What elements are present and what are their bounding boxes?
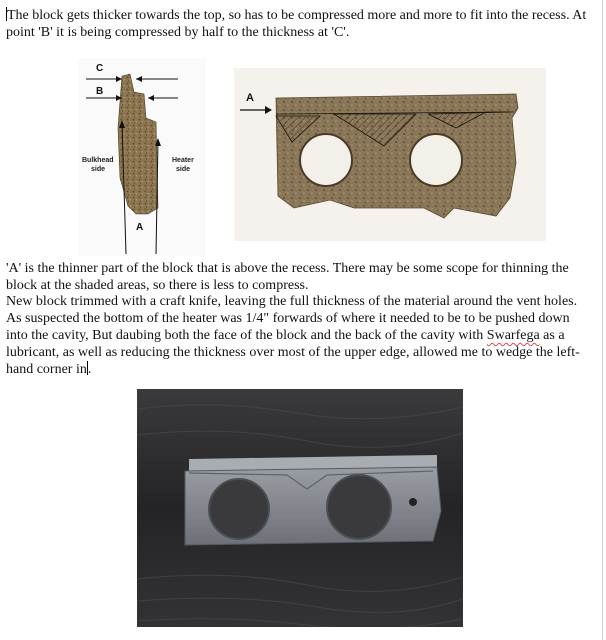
- foam-hole-left: [209, 479, 269, 539]
- paragraph-2[interactable]: 'A' is the thinner part of the block that is above the recess. There may be some scope for thinning the block at the shaded areas, so there is less to compress.: [6, 261, 569, 293]
- swarfega-word: Swarfega: [486, 328, 540, 343]
- foam-block-photo: [137, 389, 463, 627]
- vent-hole-right: [410, 134, 462, 186]
- heater-side-label: Heater: [172, 157, 194, 164]
- foam-hole-right: [327, 475, 391, 539]
- bulkhead-side-label: Bulkhead: [82, 157, 114, 164]
- bulkhead-side-label-2: side: [91, 166, 106, 173]
- block-cross-section-diagram: [78, 58, 206, 256]
- paragraph-3[interactable]: New block trimmed with a craft knife, leaving the full thickness of the material around the vent holes. As suspected the bottom of the heater was 1/4" forwards of where it needed to be to be pushed down into the cavity, But daubing both the face of the block and the back of the cavity with Swarfega as a lubricant, as well as reducing the thickness over most of the upper edge, allowed me to wedge the left-hand corner in.: [6, 294, 580, 377]
- label-c: C: [96, 63, 104, 74]
- cork-block-photo: [234, 68, 546, 241]
- heater-side-label-2: side: [176, 166, 191, 173]
- label-a: A: [136, 222, 144, 233]
- foam-small-hole: [409, 498, 417, 506]
- label-b: B: [96, 86, 104, 97]
- paragraph-1[interactable]: The block gets thicker towards the top, so has to be compressed more and more to fit into the recess. At point 'B' it is being compressed by half to the thickness at 'C'.: [6, 8, 587, 40]
- photo-label-a: A: [246, 92, 254, 104]
- vent-hole-left: [300, 134, 352, 186]
